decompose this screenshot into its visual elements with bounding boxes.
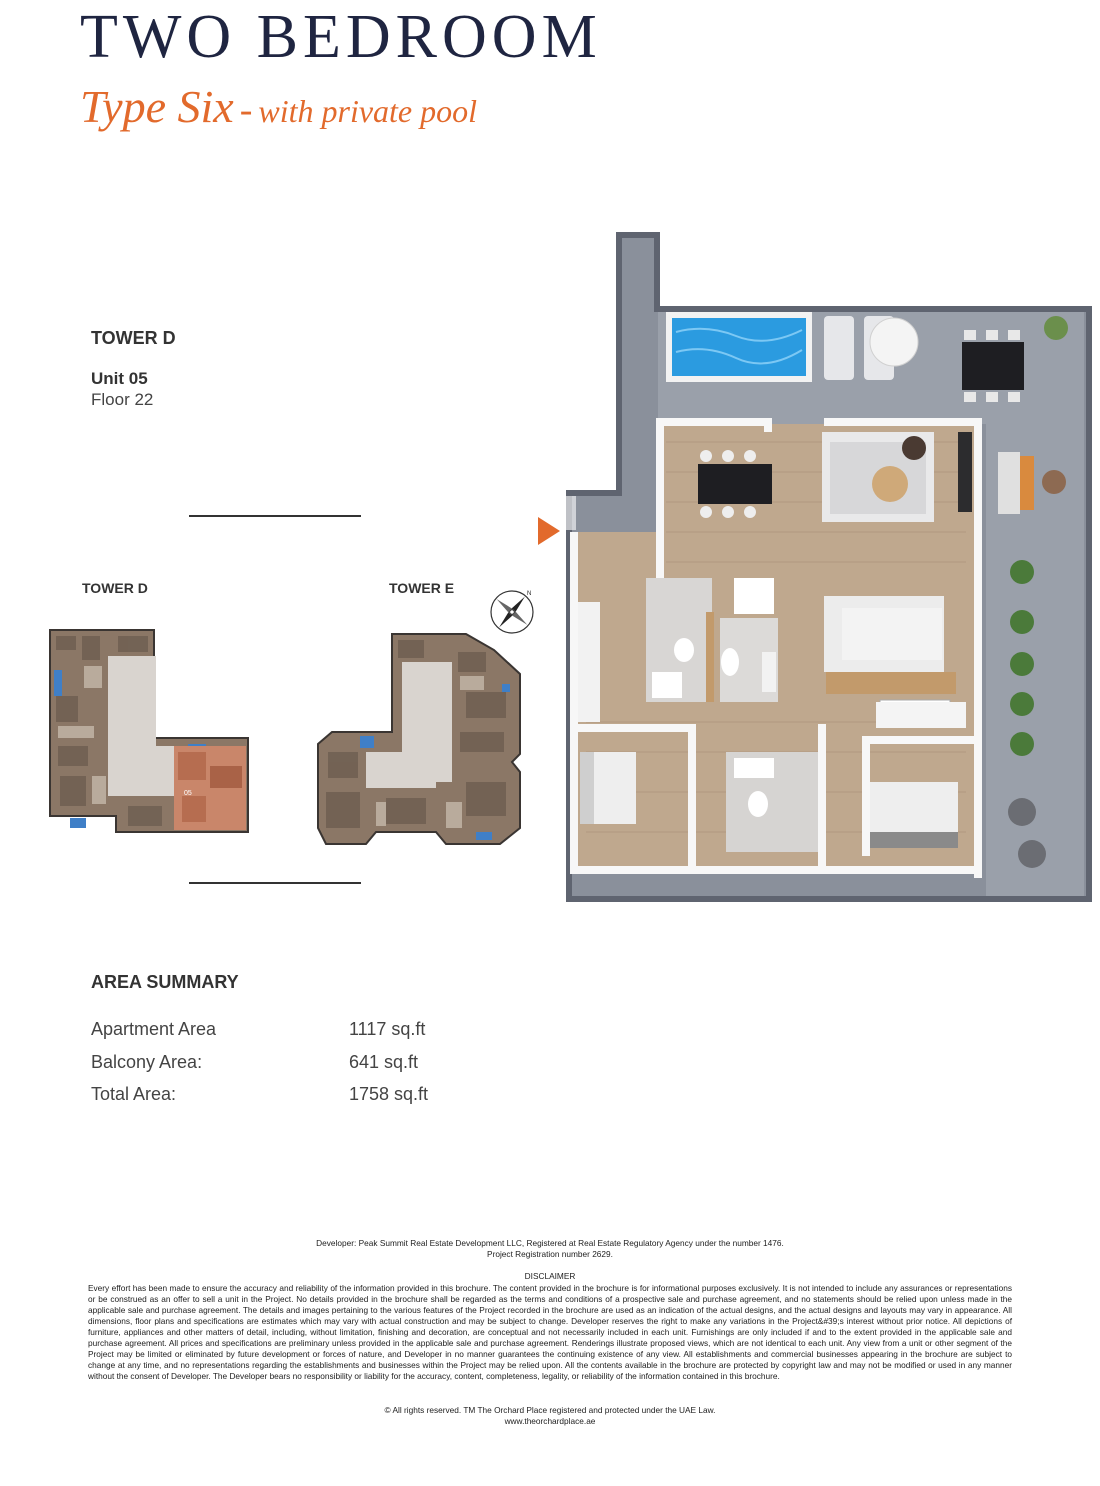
keyplan-tower-e-label: TOWER E: [389, 580, 455, 596]
floor-plan-render: [566, 232, 1092, 902]
disclaimer-text: Every effort has been made to ensure the accuracy and reliability of the information provided in this brochure. The content provided in the brochure is for informational purposes exclusively. It is not intended to include any assurances or representations or be construed as an offer to sell a unit in the Project. No details provided in the brochure shall be regarded as the terms and conditions of a prospective sale and purchase agreement, and no statements should be relied upon unless made in the applicable sale and purchase agreement. The details and images pertaining to the various features of the Project recorded in the brochure are used as an indication of the actual designs, and the actual designs and layouts may vary in appearance. All dimensions, floor plans and specifications are estimates which may vary with actual construction and may be subject to change. Developer reserves the right to make any variations in the Project&#39;s interest without prior notice. All depictions of furniture, appliances and other matters of detail, including, without limitation, finishing and decoration, are conceptual and not necessarily included in each unit. Furnishings are only included if and to the extent provided in the applicable sale and purchase agreement. All prices and specifications are preliminary unless provided in the applicable sale and purchase agreement. Renderings illustrate proposed views, which are not identical to each unit. Any view from a unit or other segment of the Project may be limited or eliminated by future development or forces of nature, and Developer in no manner guarantees the continuing existence of any view. All establishments and commercial businesses appearing in the brochure are subject to change at any time, and no representations regarding the establishments and businesses within the Project may be relied upon. All the contents available in the brochure are protected by copyright law and may not be modified or used in any manner without the consent of Developer. The Developer bears no responsibility or liability for the accuracy, content, completeness, legality, or reliability of the information contained in this brochure.: [88, 1283, 1012, 1381]
subtitle-type: Type Six: [80, 81, 234, 132]
area-value: 641 sq.ft: [349, 1052, 419, 1072]
tower-label: TOWER D: [91, 328, 176, 348]
floor-label: Floor 22: [91, 390, 154, 409]
area-value: 1758 sq.ft: [349, 1084, 429, 1104]
developer-line-1: Developer: Peak Summit Real Estate Development LLC, Registered at Real Estate Regulatory Agency under the number 1476.: [316, 1238, 784, 1248]
disclaimer-title: DISCLAIMER: [524, 1271, 576, 1281]
page-subtitle: [80, 80, 477, 133]
area-value: 1117 sq.ft: [349, 1019, 426, 1039]
unit-marker: 05: [184, 790, 192, 797]
subtitle-separator: -: [239, 89, 253, 131]
svg-text:N: N: [527, 591, 532, 597]
website-link[interactable]: www.theorchardplace.ae: [504, 1416, 596, 1426]
keyplan-tower-d-label: TOWER D: [82, 580, 148, 596]
area-label: Apartment Area: [91, 1019, 217, 1039]
subtitle-feature: with private pool: [258, 93, 478, 129]
tower-e-keyplan: [316, 632, 522, 846]
rights-line: © All rights reserved. TM The Orchard Place registered and protected under the UAE Law.: [384, 1405, 716, 1415]
page-title: TWO BEDROOM: [80, 3, 602, 71]
divider-top: [189, 515, 361, 517]
area-summary-title: AREA SUMMARY: [91, 972, 239, 992]
tower-d-keyplan: [48, 626, 250, 834]
unit-label: Unit 05: [91, 369, 148, 388]
area-label: Balcony Area:: [91, 1052, 203, 1072]
compass-icon: [488, 588, 536, 636]
entrance-arrow-icon: [538, 517, 560, 545]
developer-line-2: Project Registration number 2629.: [487, 1249, 613, 1259]
divider-bottom: [189, 882, 361, 884]
area-label: Total Area:: [91, 1084, 177, 1104]
